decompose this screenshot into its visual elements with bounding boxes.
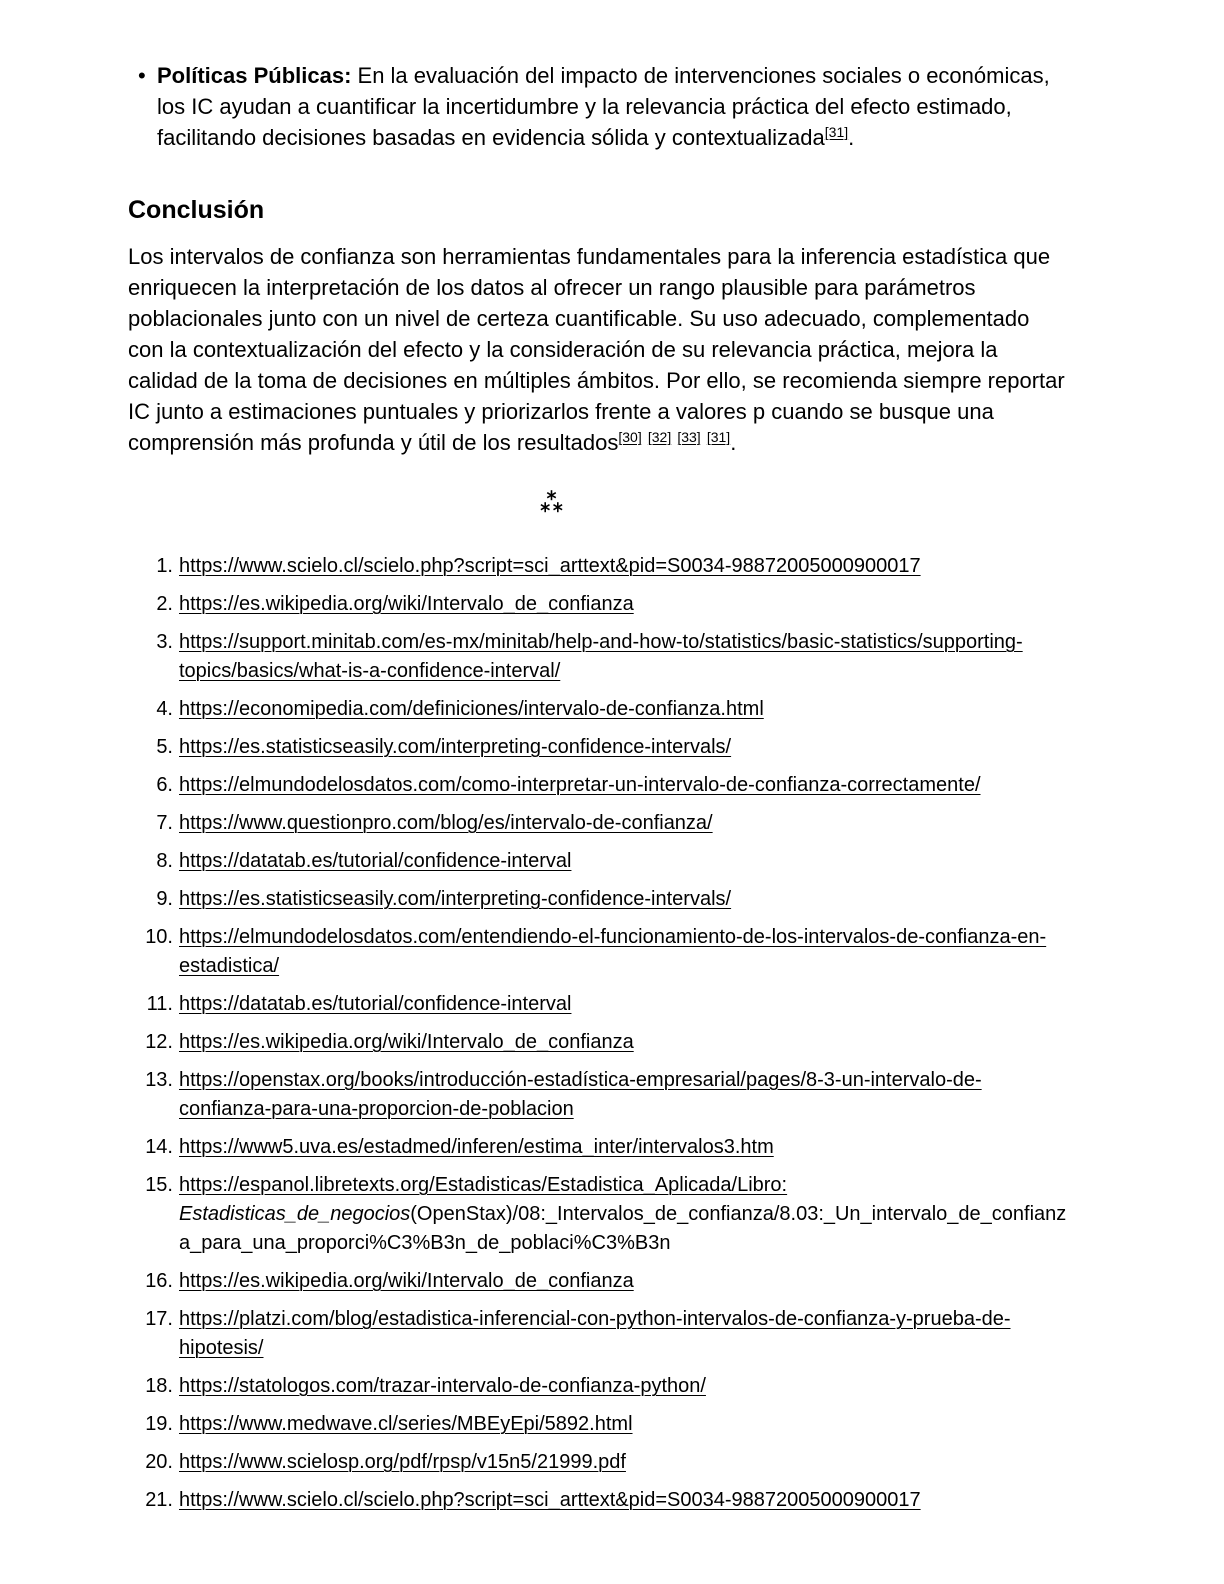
reference-number: 7.: [156, 812, 173, 834]
reference-number: 16.: [145, 1270, 173, 1292]
reference-content: [179, 628, 1068, 686]
reference-link[interactable]: https://www.medwave.cl/series/MBEyEpi/5892.html: [179, 1413, 633, 1435]
reference-content: [179, 1410, 1068, 1439]
reference-content: [179, 552, 1068, 581]
reference-item: [128, 1410, 1068, 1439]
reference-link[interactable]: https://es.statisticseasily.com/interpreting-confidence-intervals/: [179, 736, 732, 758]
reference-italic-text: Estadisticas_de_negocios: [179, 1203, 411, 1225]
reference-item: [128, 885, 1068, 914]
reference-number: 15.: [145, 1174, 173, 1196]
reference-content: [179, 923, 1068, 981]
references-list: [128, 552, 1068, 1515]
citation-link-31[interactable]: [31]: [824, 124, 849, 140]
paragraph-text: Los intervalos de confianza son herramientas fundamentales para la inferencia estadística que enriquecen la interpretación de los datos al ofrecer un rango plausible para parámetros poblacionales junto con un nivel de certeza cuantificable. Su uso adecuado, complementado con la contextualización del efecto y la consideración de su relevancia práctica, mejora la calidad de la toma de decisiones en múltiples ámbitos. Por ello, se recomienda siempre reportar IC junto a estimaciones puntuales y priorizarlos frente a valores p cuando se busque una comprensión más profunda y útil de los resultados: [128, 244, 1065, 455]
reference-content: [179, 1372, 1068, 1401]
asterism-icon: [538, 489, 565, 515]
reference-item: [128, 552, 1068, 581]
bullet-body-text: En la evaluación del impacto de intervenciones sociales o económicas, los IC ayudan a cuantificar la incertidumbre y la relevancia práctica del efecto estimado, facilitando decisiones basadas en evidencia sólida y contextualizada: [157, 63, 1050, 150]
citation-link-31[interactable]: [31]: [706, 429, 731, 445]
citation-link-33[interactable]: [33]: [677, 429, 701, 445]
sentence-period: .: [730, 430, 737, 455]
reference-item: [128, 590, 1068, 619]
reference-number: 14.: [145, 1136, 173, 1158]
conclusion-paragraph: [128, 241, 1068, 461]
reference-link[interactable]: https://elmundodelosdatos.com/entendiendo-el-funcionamiento-de-los-intervalos-de-confianza-en-estadistica/: [179, 926, 1047, 977]
reference-link[interactable]: https://www.questionpro.com/blog/es/intervalo-de-confianza/: [179, 812, 713, 834]
reference-link[interactable]: https://www5.uva.es/estadmed/inferen/estima_inter/intervalos3.htm: [179, 1136, 774, 1158]
reference-number: 21.: [145, 1489, 173, 1511]
reference-link[interactable]: https://openstax.org/books/introducción-estadística-empresarial/pages/8-3-un-intervalo-de-confianza-para-una-proporcion-de-poblacion: [179, 1069, 982, 1120]
section-heading: Conclusión: [128, 196, 265, 224]
reference-number: 4.: [156, 698, 173, 720]
reference-plain-text: (OpenStax)/08:_Intervalos_de_confianza/8.03:_Un_intervalo_de_confianza_para_una_proporci%C3%B3n_de_poblaci%C3%B3n: [179, 1203, 1067, 1254]
reference-number: 17.: [145, 1308, 173, 1330]
reference-content: [179, 733, 1068, 762]
bullet-label: Políticas Públicas:: [157, 63, 352, 88]
reference-content: [179, 847, 1068, 876]
reference-link[interactable]: https://es.wikipedia.org/wiki/Intervalo_de_confianza: [179, 1270, 634, 1292]
reference-link[interactable]: https://es.wikipedia.org/wiki/Intervalo_de_confianza: [179, 1031, 634, 1053]
reference-number: 2.: [156, 593, 173, 615]
reference-content: [179, 1305, 1068, 1363]
reference-item: [128, 809, 1068, 838]
bullet-icon: •: [138, 63, 146, 88]
citation-link-30[interactable]: [30]: [618, 429, 642, 445]
reference-item: [128, 1267, 1068, 1296]
reference-link[interactable]: https://es.wikipedia.org/wiki/Intervalo_de_confianza: [179, 593, 634, 615]
reference-number: 13.: [145, 1069, 173, 1091]
reference-item: [128, 923, 1068, 981]
asterism-divider: [128, 489, 974, 515]
reference-content: [179, 1171, 1068, 1258]
reference-number: 8.: [156, 850, 173, 872]
reference-link[interactable]: https://economipedia.com/definiciones/intervalo-de-confianza.html: [179, 698, 764, 720]
reference-number: 9.: [156, 888, 173, 910]
reference-number: 5.: [156, 736, 173, 758]
reference-number: 10.: [145, 926, 173, 948]
reference-link[interactable]: https://elmundodelosdatos.com/como-interpretar-un-intervalo-de-confianza-correctamente/: [179, 774, 981, 796]
reference-content: [179, 590, 1068, 619]
reference-link[interactable]: https://es.statisticseasily.com/interpreting-confidence-intervals/: [179, 888, 732, 910]
reference-content: [179, 1267, 1068, 1296]
reference-item: [128, 990, 1068, 1019]
reference-item: [128, 628, 1068, 686]
reference-item: [128, 1133, 1068, 1162]
reference-link[interactable]: https://support.minitab.com/es-mx/minitab/help-and-how-to/statistics/basic-statistics/supporting-topics/basics/what-is-a-confidence-interval/: [179, 631, 1023, 682]
bullet-item: [128, 60, 1068, 156]
reference-number: 3.: [156, 631, 173, 653]
reference-link[interactable]: https://espanol.libretexts.org/Estadisticas/Estadistica_Aplicada/Libro:: [179, 1174, 788, 1196]
reference-link[interactable]: https://datatab.es/tutorial/confidence-interval: [179, 850, 572, 872]
reference-number: 11.: [146, 993, 173, 1015]
reference-item: [128, 1448, 1068, 1477]
bullet-text: [157, 60, 1068, 156]
reference-number: 1.: [156, 555, 173, 577]
reference-content: [179, 809, 1068, 838]
reference-item: [128, 733, 1068, 762]
reference-content: [179, 990, 1068, 1019]
reference-item: [128, 771, 1068, 800]
reference-number: 6.: [156, 774, 173, 796]
reference-number: 19.: [145, 1413, 173, 1435]
reference-content: [179, 771, 1068, 800]
reference-content: [179, 885, 1068, 914]
reference-item: [128, 847, 1068, 876]
reference-item: [128, 1066, 1068, 1124]
reference-number: 18.: [145, 1375, 173, 1397]
reference-link[interactable]: https://www.scielo.cl/scielo.php?script=sci_arttext&pid=S0034-98872005000900017: [179, 555, 921, 577]
reference-link[interactable]: https://statologos.com/trazar-intervalo-de-confianza-python/: [179, 1375, 706, 1397]
reference-content: [179, 1066, 1068, 1124]
reference-item: [128, 1372, 1068, 1401]
reference-link[interactable]: https://www.scielo.cl/scielo.php?script=sci_arttext&pid=S0034-98872005000900017: [179, 1489, 921, 1511]
reference-content: [179, 1448, 1068, 1477]
reference-content: [179, 1133, 1068, 1162]
reference-number: 20.: [145, 1451, 173, 1473]
reference-link[interactable]: https://platzi.com/blog/estadistica-inferencial-con-python-intervalos-de-confianza-y-prueba-de-hipotesis/: [179, 1308, 1011, 1359]
reference-content: [179, 1028, 1068, 1057]
reference-link[interactable]: https://www.scielosp.org/pdf/rpsp/v15n5/21999.pdf: [179, 1451, 626, 1473]
reference-item: [128, 695, 1068, 724]
reference-content: [179, 1486, 1068, 1515]
reference-link[interactable]: https://datatab.es/tutorial/confidence-interval: [179, 993, 572, 1015]
sentence-period: .: [848, 125, 855, 150]
citation-link-32[interactable]: [32]: [647, 429, 672, 445]
reference-item: [128, 1305, 1068, 1363]
reference-content: [179, 695, 1068, 724]
reference-item: [128, 1028, 1068, 1057]
reference-number: 12.: [145, 1031, 173, 1053]
reference-item: [128, 1171, 1068, 1258]
reference-item: [128, 1486, 1068, 1515]
